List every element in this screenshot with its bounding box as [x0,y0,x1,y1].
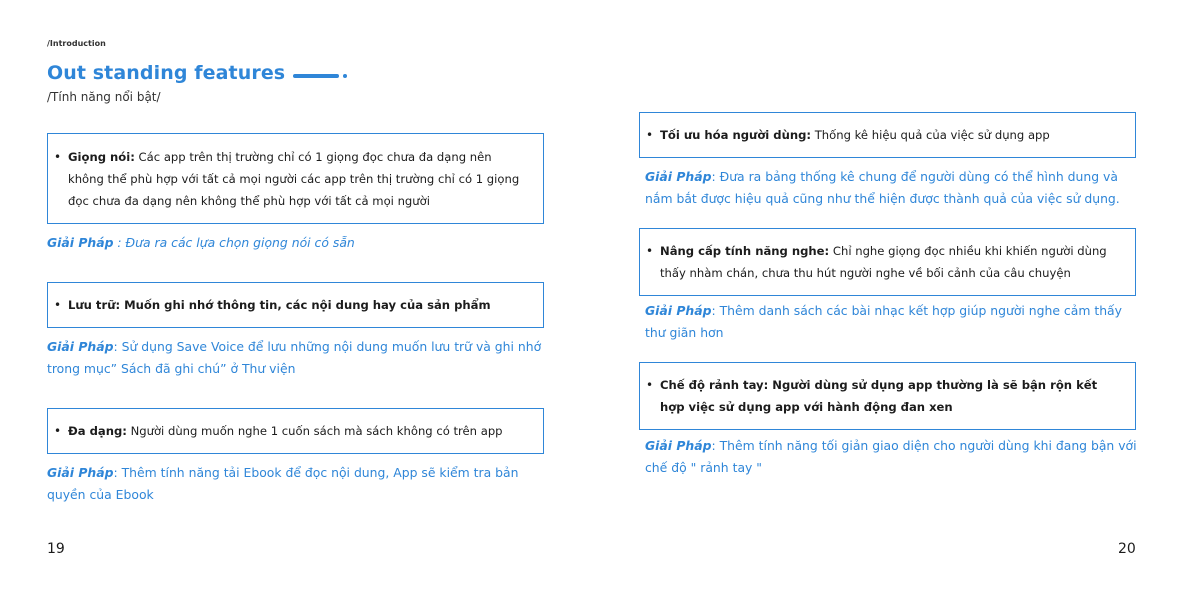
page-number-right: 20 [1118,541,1136,557]
bullet-icon: • [646,378,654,392]
feature-text [646,124,1050,146]
feature-body: Các app trên thị trường chỉ có 1 giọng đọc chưa đa dạng nên không thể phù hợp với tất cả mọi người các app trên thị trường chỉ có 1 giọng đọc chưa đa dạng nên không thể phù hợp với tất cả mọi người [68,149,520,208]
feature-box-voice [47,133,544,224]
title-dot-decoration [343,74,347,78]
bullet-icon: • [54,149,62,164]
feature-lead: Giọng nói: [68,149,135,164]
solution-hands-free [645,435,1145,479]
feature-body: Thống kê hiệu quả của việc sử dụng app [811,128,1050,142]
feature-lead: Chế độ rảnh tay: [660,378,769,392]
solution-label: Giải Pháp [645,169,712,184]
page-subtitle: /Tính năng nổi bật/ [47,90,161,104]
solution-text: : Thêm tính năng tải Ebook để đọc nội dung, App sẽ kiểm tra bản quyền của Ebook [47,465,519,502]
bullet-icon: • [646,128,654,142]
feature-body: Người dùng sử dụng app thường là sẽ bận rộn kết hợp việc sử dụng app với hành động đan xen [660,378,1098,414]
feature-lead: Đa dạng: [68,424,127,438]
feature-body: Người dùng muốn nghe 1 cuốn sách mà sách không có trên app [126,424,503,438]
solution-listening-upgrade [645,300,1145,344]
solution-text: : Thêm danh sách các bài nhạc kết hợp giúp người nghe cảm thấy thư giãn hơn [645,303,1122,340]
solution-label: Giải Pháp [645,303,712,318]
solution-label: Giải Pháp [47,465,114,480]
feature-box-variety [47,408,544,454]
page-title: Out standing features [47,62,286,84]
feature-text [646,240,1123,284]
bullet-icon: • [54,298,62,312]
feature-text [54,146,531,212]
solution-user-optimization [645,166,1145,210]
solution-text: : Thêm tính năng tối giản giao diện cho người dùng khi đang bận với chế độ " rảnh tay " [645,438,1137,475]
solution-text: : Đưa ra bảng thống kê chung để người dùng có thể hình dung và nắm bắt được hiệu quả cũng như thể hiện được thành quả của việc sử dụng. [645,169,1120,206]
breadcrumb: /Introduction [47,39,106,48]
solution-voice [47,232,547,254]
solution-text: : Sử dụng Save Voice để lưu những nội dung muốn lưu trữ và ghi nhớ trong mục” Sách đã ghi chú” ở Thư viện [47,339,542,376]
solution-storage [47,336,547,380]
solution-label: Giải Pháp [47,235,114,250]
title-underline-decoration [293,74,339,78]
bullet-icon: • [54,424,62,438]
title-row [47,62,347,84]
feature-text [54,294,491,316]
feature-lead: Nâng cấp tính năng nghe: [660,244,830,258]
feature-box-storage [47,282,544,328]
feature-body: Muốn ghi nhớ thông tin, các nội dung hay của sản phẩm [120,298,491,312]
page-number-left: 19 [47,541,65,557]
solution-variety [47,462,547,506]
solution-label: Giải Pháp [47,339,114,354]
solution-label: Giải Pháp [645,438,712,453]
feature-body: Chỉ nghe giọng đọc nhiều khi khiến người dùng thấy nhàm chán, chưa thu hút người nghe về bối cảnh của câu chuyện [660,244,1107,280]
feature-text [646,374,1123,418]
solution-text: : Đưa ra các lựa chọn giọng nói có sẵn [113,235,355,250]
feature-lead: Tối ưu hóa người dùng: [660,128,812,142]
feature-box-listening-upgrade [639,228,1136,296]
feature-box-user-optimization [639,112,1136,158]
bullet-icon: • [646,244,654,258]
feature-box-hands-free [639,362,1136,430]
feature-text [54,420,503,442]
feature-lead: Lưu trữ: [68,298,121,312]
